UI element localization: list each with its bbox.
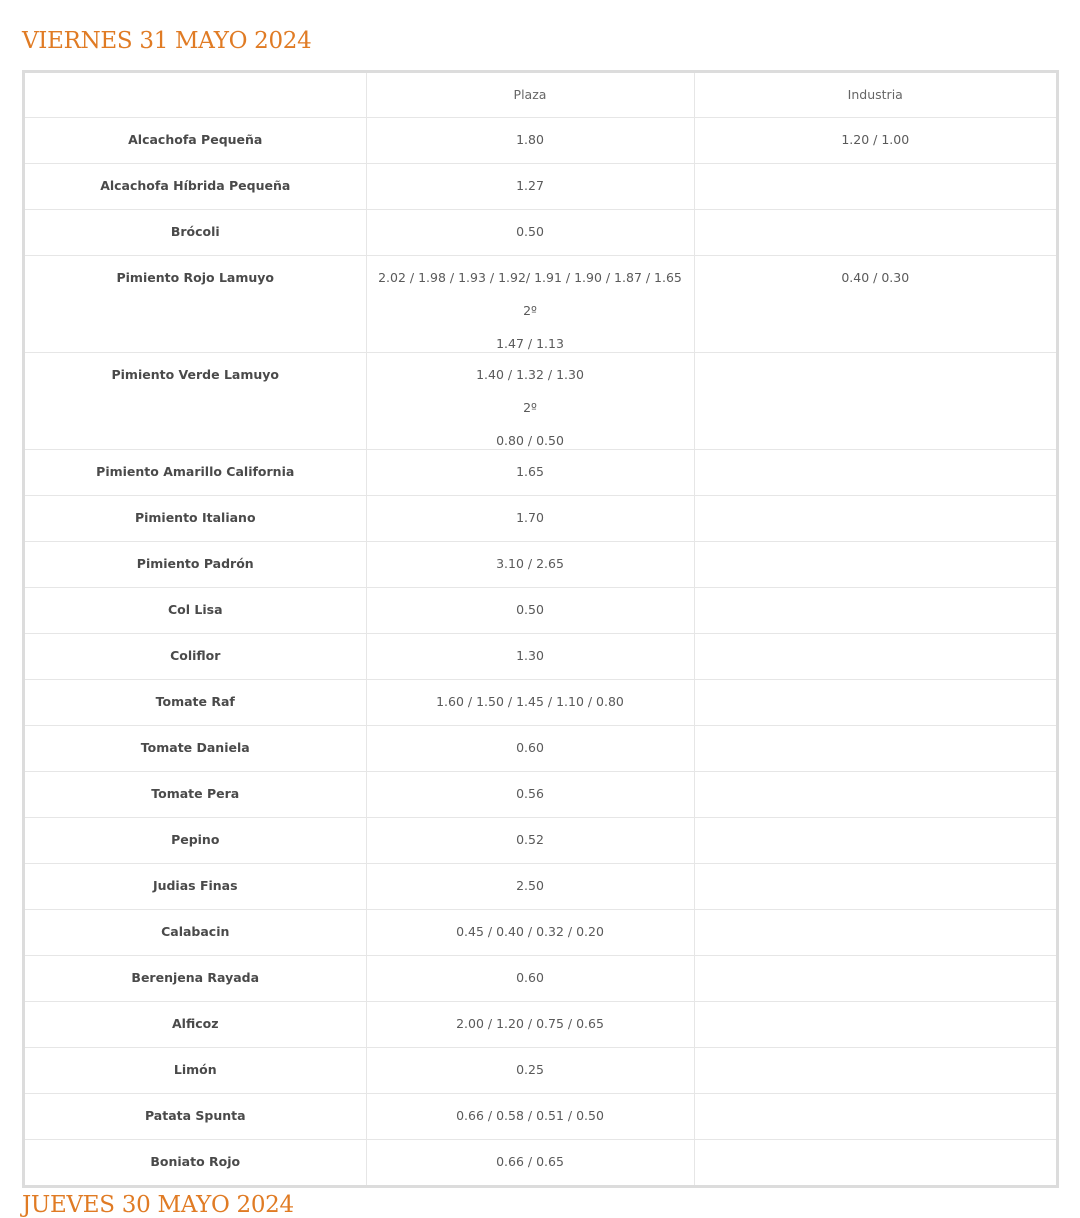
plaza-price: 1.65: [516, 464, 544, 479]
industria-price-cell: [694, 1140, 1056, 1186]
table-row: [25, 496, 1056, 542]
table-row: [25, 910, 1056, 956]
product-name: Calabacin: [25, 910, 366, 956]
plaza-price-cell: [366, 256, 694, 353]
table-row: [25, 542, 1056, 588]
plaza-price-cell: [366, 353, 694, 450]
product-name: Pepino: [25, 818, 366, 864]
table-row: [25, 634, 1056, 680]
industria-price-cell: [694, 542, 1056, 588]
table-body: [25, 118, 1056, 1186]
table-row: [25, 1094, 1056, 1140]
plaza-price-cell: [366, 542, 694, 588]
product-name: Coliflor: [25, 634, 366, 680]
industria-price-cell: [694, 818, 1056, 864]
header-plaza: Plaza: [366, 73, 694, 118]
product-name: Pimiento Italiano: [25, 496, 366, 542]
table-row: [25, 956, 1056, 1002]
plaza-price-cell: [366, 956, 694, 1002]
plaza-price-cell: [366, 910, 694, 956]
industria-price: 0.40 / 0.30: [841, 270, 910, 285]
plaza-price-cell: [366, 210, 694, 256]
plaza-price: 3.10 / 2.65: [496, 556, 564, 571]
plaza-price: 2º: [523, 400, 537, 415]
industria-price-cell: [694, 450, 1056, 496]
product-name: Brócoli: [25, 210, 366, 256]
plaza-price-cell: [366, 1002, 694, 1048]
header-product: [25, 73, 366, 118]
product-name: Col Lisa: [25, 588, 366, 634]
industria-price-cell: [694, 164, 1056, 210]
industria-price-cell: [694, 1048, 1056, 1094]
industria-price-cell: [694, 496, 1056, 542]
plaza-price-cell: [366, 1048, 694, 1094]
product-name: Pimiento Rojo Lamuyo: [25, 256, 366, 353]
table-row: [25, 726, 1056, 772]
industria-price-cell: [694, 1094, 1056, 1140]
industria-price-cell: [694, 680, 1056, 726]
industria-price-cell: [694, 726, 1056, 772]
plaza-price: 1.40 / 1.32 / 1.30: [476, 367, 584, 382]
header-industria: Industria: [694, 73, 1056, 118]
price-table-wrapper: [22, 70, 1059, 1188]
product-name: Tomate Daniela: [25, 726, 366, 772]
plaza-price-cell: [366, 496, 694, 542]
plaza-price-cell: [366, 118, 694, 164]
plaza-price: 1.60 / 1.50 / 1.45 / 1.10 / 0.80: [436, 694, 624, 709]
plaza-price-cell: [366, 164, 694, 210]
plaza-price: 0.50: [516, 602, 544, 617]
date-heading: VIERNES 31 MAYO 2024: [22, 28, 312, 54]
plaza-price: 0.60: [516, 740, 544, 755]
table-row: [25, 680, 1056, 726]
industria-price-cell: [694, 588, 1056, 634]
industria-price-cell: [694, 772, 1056, 818]
plaza-price: 0.66 / 0.65: [496, 1154, 564, 1169]
plaza-price: 0.60: [516, 970, 544, 985]
product-name: Pimiento Verde Lamuyo: [25, 353, 366, 450]
plaza-price: 1.70: [516, 510, 544, 525]
industria-price-cell: [694, 1002, 1056, 1048]
industria-price-cell: [694, 210, 1056, 256]
plaza-price-cell: [366, 864, 694, 910]
table-row: [25, 818, 1056, 864]
plaza-price-cell: [366, 450, 694, 496]
table-row: [25, 353, 1056, 450]
industria-price-cell: [694, 118, 1056, 164]
industria-price-cell: [694, 864, 1056, 910]
table-header-row: [25, 73, 1056, 118]
product-name: Tomate Pera: [25, 772, 366, 818]
table-row: [25, 256, 1056, 353]
industria-price: 1.20 / 1.00: [841, 132, 910, 147]
plaza-price-cell: [366, 1140, 694, 1186]
plaza-price: 2.50: [516, 878, 544, 893]
industria-price-cell: [694, 256, 1056, 353]
product-name: Patata Spunta: [25, 1094, 366, 1140]
plaza-price: 2.00 / 1.20 / 0.75 / 0.65: [456, 1016, 604, 1031]
table-row: [25, 210, 1056, 256]
price-table: [25, 73, 1056, 1185]
plaza-price-cell: [366, 680, 694, 726]
product-name: Pimiento Padrón: [25, 542, 366, 588]
table-row: [25, 118, 1056, 164]
plaza-price-cell: [366, 772, 694, 818]
product-name: Judias Finas: [25, 864, 366, 910]
industria-price-cell: [694, 956, 1056, 1002]
plaza-price-cell: [366, 588, 694, 634]
plaza-price: 0.80 / 0.50: [496, 433, 564, 448]
industria-price-cell: [694, 910, 1056, 956]
plaza-price-cell: [366, 1094, 694, 1140]
plaza-price: 2.02 / 1.98 / 1.93 / 1.92/ 1.91 / 1.90 / 1.87 / 1.65: [378, 270, 682, 285]
table-row: [25, 1048, 1056, 1094]
plaza-price: 0.25: [516, 1062, 544, 1077]
industria-price-cell: [694, 353, 1056, 450]
table-row: [25, 588, 1056, 634]
product-name: Alcachofa Híbrida Pequeña: [25, 164, 366, 210]
plaza-price: 1.30: [516, 648, 544, 663]
plaza-price: 1.47 / 1.13: [496, 336, 564, 351]
plaza-price-cell: [366, 818, 694, 864]
plaza-price: 1.80: [516, 132, 544, 147]
product-name: Limón: [25, 1048, 366, 1094]
plaza-price: 2º: [523, 303, 537, 318]
table-row: [25, 450, 1056, 496]
plaza-price: 1.27: [516, 178, 544, 193]
plaza-price-cell: [366, 634, 694, 680]
product-name: Boniato Rojo: [25, 1140, 366, 1186]
table-row: [25, 864, 1056, 910]
plaza-price: 0.45 / 0.40 / 0.32 / 0.20: [456, 924, 604, 939]
table-row: [25, 1002, 1056, 1048]
plaza-price: 0.66 / 0.58 / 0.51 / 0.50: [456, 1108, 604, 1123]
plaza-price: 0.50: [516, 224, 544, 239]
plaza-price: 0.52: [516, 832, 544, 847]
table-row: [25, 164, 1056, 210]
product-name: Alcachofa Pequeña: [25, 118, 366, 164]
product-name: Berenjena Rayada: [25, 956, 366, 1002]
product-name: Alficoz: [25, 1002, 366, 1048]
industria-price-cell: [694, 634, 1056, 680]
plaza-price: 0.56: [516, 786, 544, 801]
product-name: Tomate Raf: [25, 680, 366, 726]
next-date-heading: JUEVES 30 MAYO 2024: [22, 1192, 294, 1218]
table-row: [25, 1140, 1056, 1186]
product-name: Pimiento Amarillo California: [25, 450, 366, 496]
plaza-price-cell: [366, 726, 694, 772]
table-row: [25, 772, 1056, 818]
